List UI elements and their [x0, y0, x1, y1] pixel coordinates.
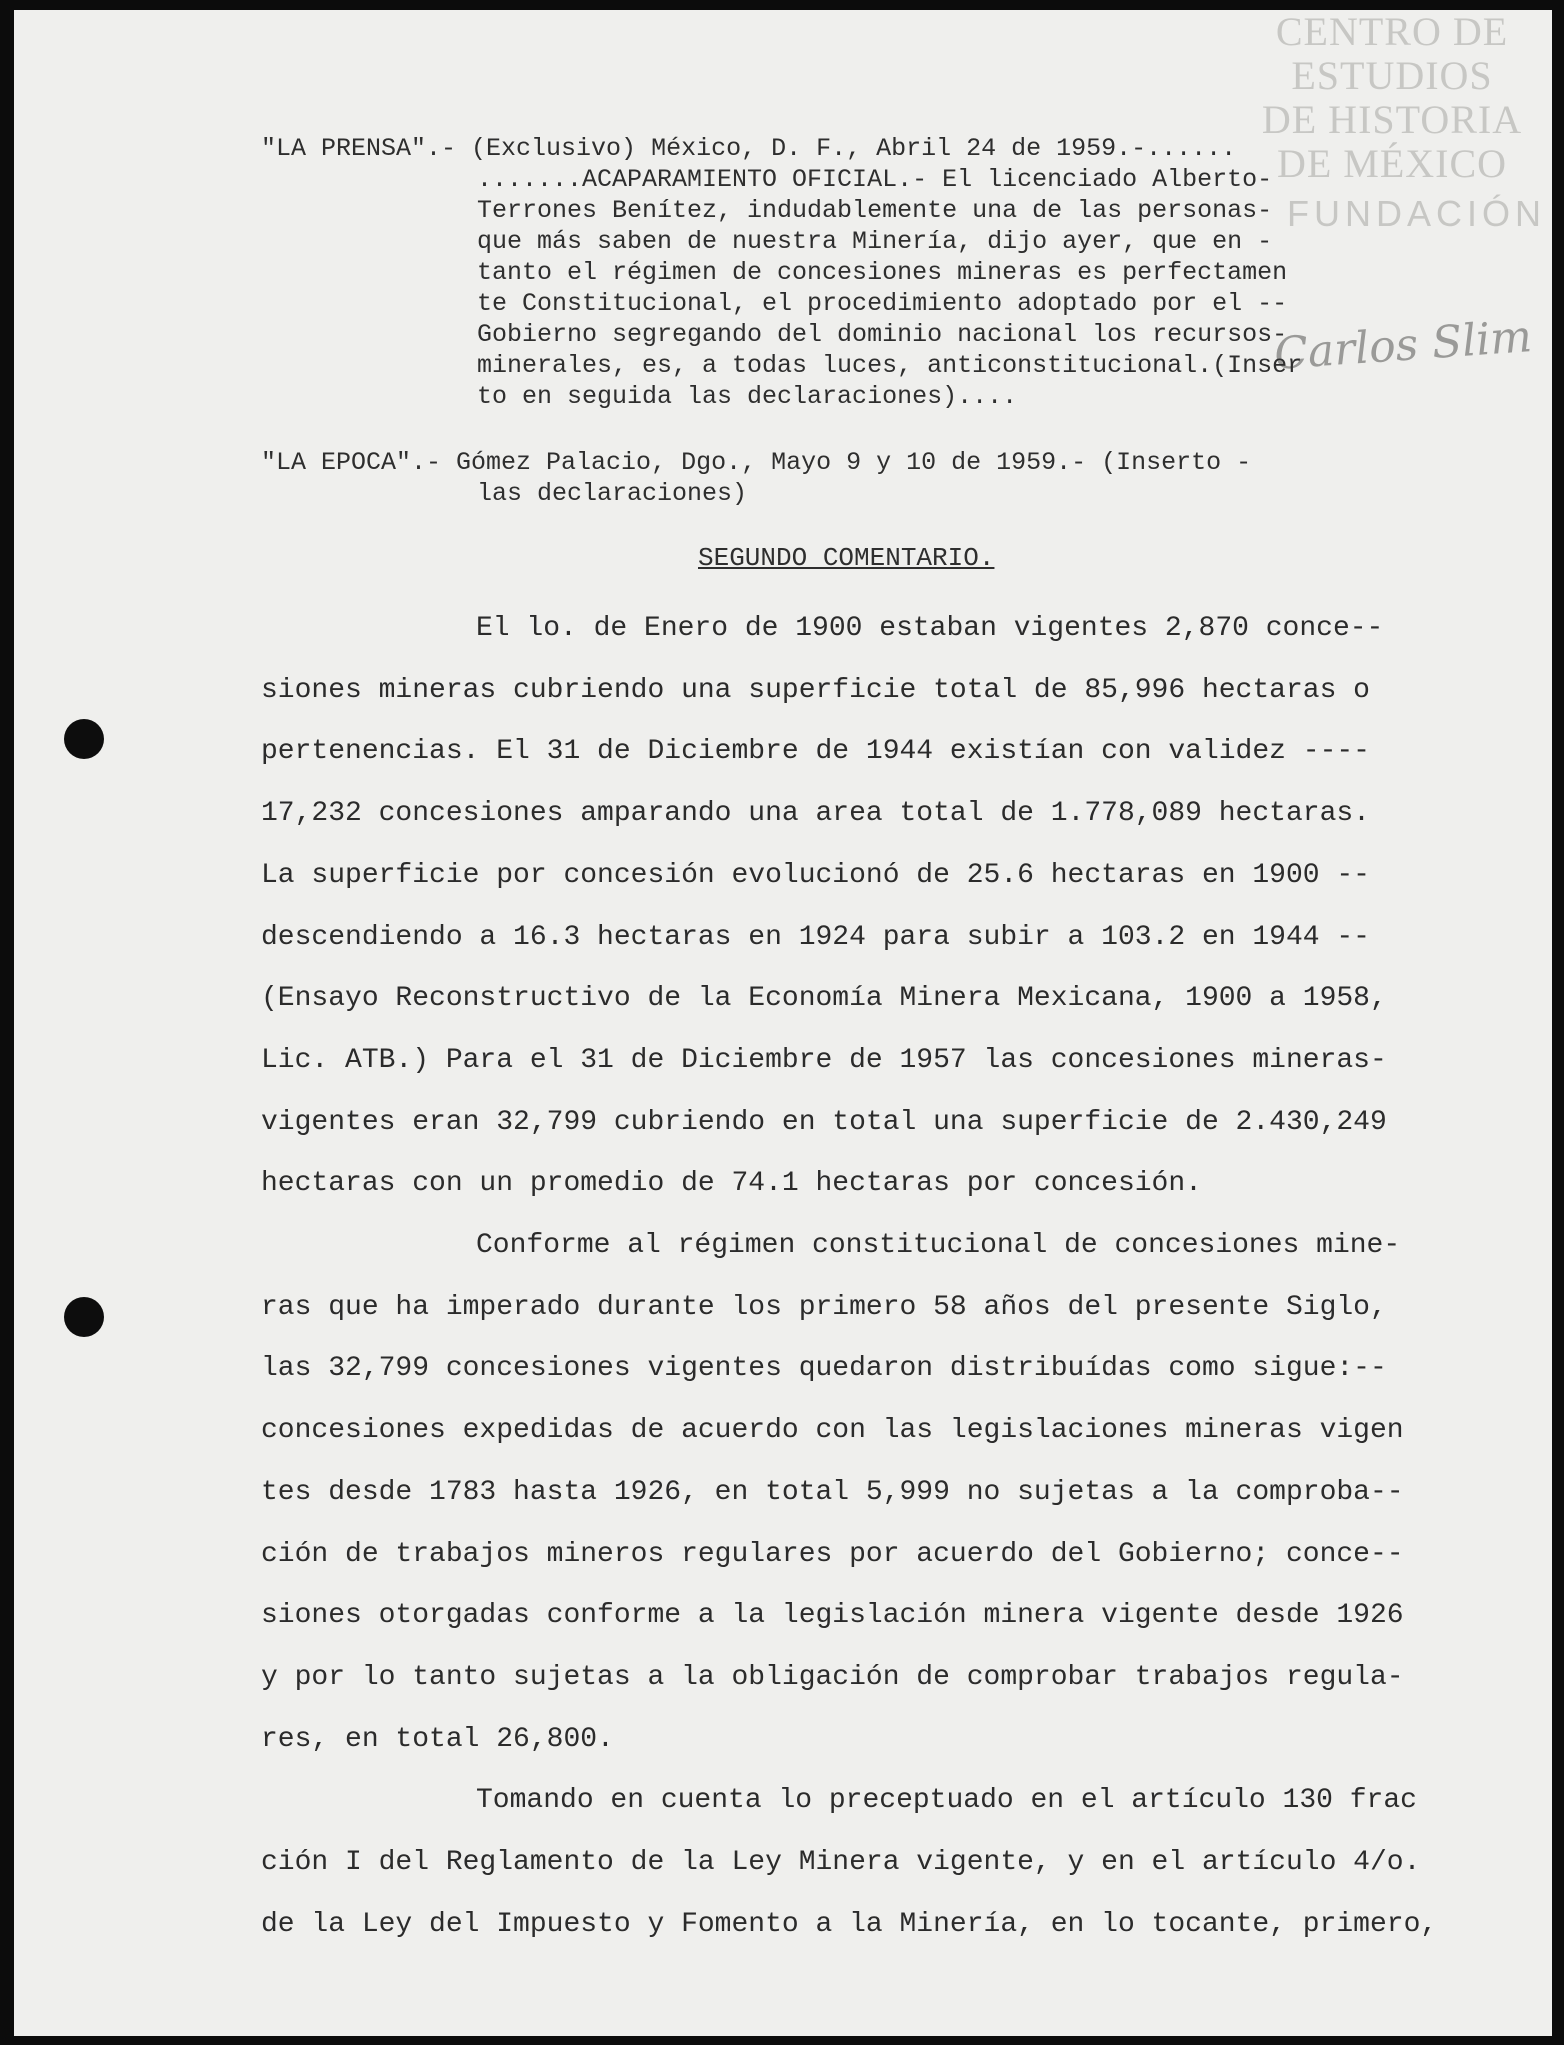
watermark-line: ESTUDIOS: [1291, 53, 1493, 98]
punch-hole: [64, 719, 104, 759]
text-line: concesiones expedidas de acuerdo con las legislaciones mineras vigen: [261, 1415, 1404, 1447]
press-line: las declaraciones): [477, 479, 748, 508]
watermark-line: CENTRO DE: [1275, 10, 1509, 54]
press-entry-la-prensa: [261, 133, 1501, 412]
paragraph: [261, 1770, 1536, 1955]
text-line: ción I del Reglamento de la Ley Minera vigente, y en el artículo 4/o.: [261, 1847, 1421, 1879]
text-line: (Ensayo Reconstructivo de la Economía Minera Mexicana, 1900 a 1958,: [261, 983, 1387, 1015]
text-line: [261, 598, 1536, 660]
text-line: res, en total 26,800.: [261, 1723, 614, 1755]
text-line: siones otorgadas conforme a la legislación minera vigente desde 1926: [261, 1600, 1404, 1632]
document-page: [14, 10, 1552, 2036]
press-entry-la-epoca: [261, 447, 1501, 509]
text-line: siones mineras cubriendo una superficie total de 85,996 hectaras o: [261, 674, 1370, 706]
watermark-fundacion: FUNDACIÓN: [1287, 193, 1546, 234]
line-text: Conforme al régimen constitucional de concesiones mine-: [476, 1230, 1401, 1262]
press-line: Gobierno segregando del dominio nacional los recursos-: [477, 320, 1288, 349]
text-line: de la Ley del Impuesto y Fomento a la Minería, en lo tocante, primero,: [261, 1908, 1438, 1940]
press-line: minerales, es, a todas luces, anticonstitucional.(Inser: [477, 351, 1303, 380]
text-line: descendiendo a 16.3 hectaras en 1924 para subir a 103.2 en 1944 --: [261, 921, 1370, 953]
text-line: las 32,799 concesiones vigentes quedaron distribuídas como sigue:--: [261, 1353, 1387, 1385]
text-line: vigentes eran 32,799 cubriendo en total una superficie de 2.430,249: [261, 1106, 1387, 1138]
signature-watermark: Carlos Slim: [1272, 311, 1534, 380]
press-line: te Constitucional, el procedimiento adoptado por el --: [477, 289, 1288, 318]
text-line: y por lo tanto sujetas a la obligación de comprobar trabajos regula-: [261, 1661, 1404, 1693]
line-text: Tomando en cuenta lo preceptuado en el artículo 130 frac: [476, 1785, 1417, 1817]
press-source: "LA PRENSA".- (Exclusivo) México, D. F., Abril 24 de 1959.-......: [261, 134, 1237, 163]
section-heading: SEGUNDO COMENTARIO.: [698, 543, 995, 573]
press-line: Terrones Benítez, indudablemente una de las personas-: [477, 196, 1273, 225]
text-line: ción de trabajos mineros regulares por acuerdo del Gobierno; conce--: [261, 1538, 1404, 1570]
punch-hole: [64, 1297, 104, 1337]
watermark-line: DE MÉXICO: [1276, 141, 1508, 186]
paragraph: [261, 1215, 1536, 1770]
text-line: 17,232 concesiones amparando una area total de 1.778,089 hectaras.: [261, 798, 1370, 830]
press-line: .......ACAPARAMIENTO OFICIAL.- El licenciado Alberto-: [477, 165, 1273, 194]
press-line: tanto el régimen de concesiones mineras es perfectamen: [477, 258, 1288, 287]
text-line: La superficie por concesión evolucionó de 25.6 hectaras en 1900 --: [261, 859, 1370, 891]
press-line: to en seguida las declaraciones)....: [477, 382, 1018, 411]
text-line: hectaras con un promedio de 74.1 hectaras por concesión.: [261, 1168, 1202, 1200]
line-text: El lo. de Enero de 1900 estaban vigentes 2,870 conce--: [476, 613, 1384, 644]
press-source: "LA EPOCA".- Gómez Palacio, Dgo., Mayo 9 y 10 de 1959.- (Inserto -: [261, 448, 1252, 477]
text-line: [261, 1770, 1536, 1832]
text-line: ras que ha imperado durante los primero 58 años del presente Siglo,: [261, 1291, 1387, 1323]
watermark-line: DE HISTORIA: [1261, 97, 1523, 142]
text-line: pertenencias. El 31 de Diciembre de 1944 existían con validez ----: [261, 736, 1370, 768]
paragraph: [261, 598, 1536, 1215]
text-line: tes desde 1783 hasta 1926, en total 5,999 no sujetas a la comproba--: [261, 1476, 1404, 1508]
body-text: [261, 598, 1536, 1955]
press-line: que más saben de nuestra Minería, dijo ayer, que en -: [477, 227, 1273, 256]
text-line: Lic. ATB.) Para el 31 de Diciembre de 1957 las concesiones mineras-: [261, 1044, 1387, 1076]
text-line: [261, 1215, 1536, 1277]
